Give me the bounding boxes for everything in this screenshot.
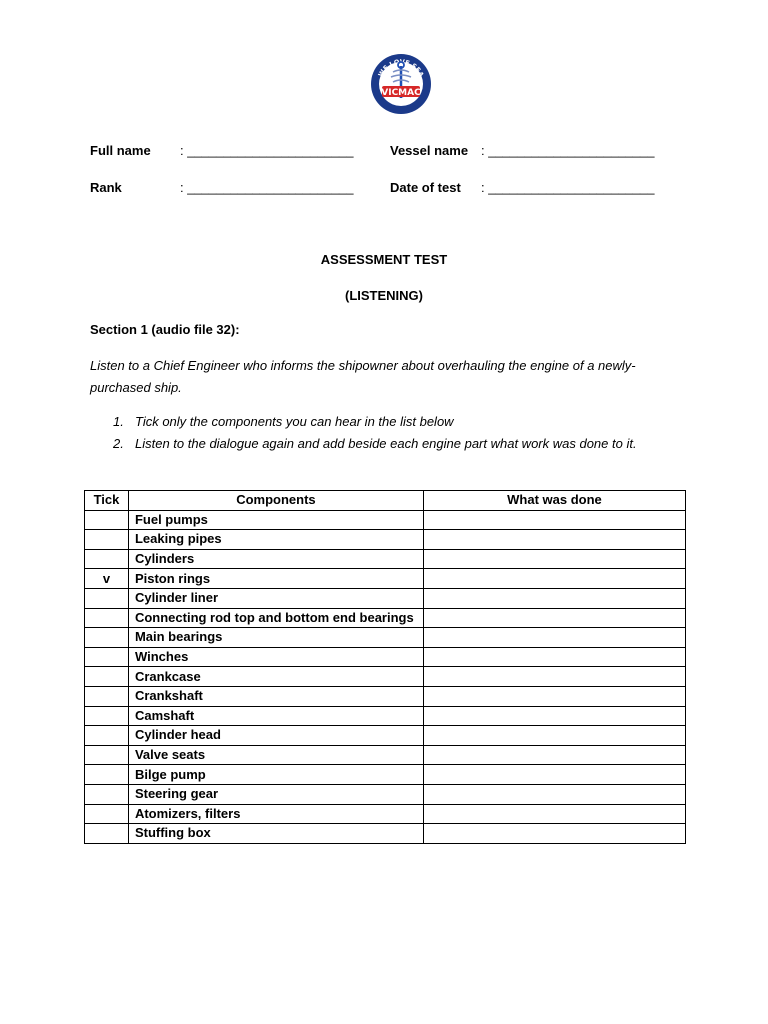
tick-cell[interactable] (85, 647, 129, 667)
table-row (85, 647, 686, 667)
component-cell: Cylinder liner (128, 588, 423, 608)
tick-cell[interactable] (85, 706, 129, 726)
tick-cell[interactable] (85, 510, 129, 530)
logo-top-text: WE LOVE SEA (376, 57, 426, 79)
table-row (85, 608, 686, 628)
table-row (85, 686, 686, 706)
component-cell: Winches (128, 647, 423, 667)
table-row (85, 569, 686, 589)
what-was-done-cell[interactable] (423, 745, 685, 765)
what-was-done-cell[interactable] (423, 726, 685, 746)
task-text: Tick only the components you can hear in the list below (135, 414, 454, 429)
tick-cell[interactable] (85, 784, 129, 804)
tick-cell[interactable] (85, 726, 129, 746)
vessel-name-blank[interactable]: : _______________________ (481, 143, 655, 158)
tick-cell[interactable] (85, 824, 129, 844)
header-what-was-done: What was done (423, 491, 685, 511)
what-was-done-cell[interactable] (423, 824, 685, 844)
component-cell: Leaking pipes (128, 530, 423, 550)
table-row (85, 530, 686, 550)
task-number: 2. (113, 436, 124, 451)
what-was-done-cell[interactable] (423, 530, 685, 550)
tick-cell[interactable] (85, 549, 129, 569)
date-of-test-field (390, 180, 655, 195)
vessel-name-label: Vessel name (390, 143, 469, 158)
what-was-done-cell[interactable] (423, 765, 685, 785)
task-list (90, 411, 637, 455)
task-item (90, 411, 637, 433)
table-header-row (85, 491, 686, 511)
table-row (85, 706, 686, 726)
table-row (85, 726, 686, 746)
tick-cell[interactable] (85, 765, 129, 785)
what-was-done-cell[interactable] (423, 510, 685, 530)
tick-cell[interactable] (85, 804, 129, 824)
date-of-test-label: Date of test (390, 180, 461, 195)
rank-field (90, 180, 354, 195)
tick-cell[interactable] (85, 588, 129, 608)
what-was-done-cell[interactable] (423, 549, 685, 569)
what-was-done-cell[interactable] (423, 667, 685, 687)
what-was-done-cell[interactable] (423, 804, 685, 824)
table-row (85, 667, 686, 687)
full-name-field (90, 143, 354, 158)
what-was-done-cell[interactable] (423, 686, 685, 706)
tick-cell[interactable]: v (85, 569, 129, 589)
component-cell: Cylinder head (128, 726, 423, 746)
components-table (84, 490, 686, 844)
table-row (85, 628, 686, 648)
table-row (85, 804, 686, 824)
section-title: Section 1 (audio file 32): (90, 322, 240, 337)
component-cell: Valve seats (128, 745, 423, 765)
vessel-name-field (390, 143, 655, 158)
table-row (85, 745, 686, 765)
logo-brand-text: VICMAC (381, 88, 421, 98)
vicmac-anchor-emblem-icon (369, 52, 433, 116)
component-cell: Crankcase (128, 667, 423, 687)
component-cell: Crankshaft (128, 686, 423, 706)
table-row (85, 549, 686, 569)
task-number: 1. (113, 414, 124, 429)
instruction-text: Listen to a Chief Engineer who informs the shipowner about overhauling the engine of a newly-purchased ship. (90, 358, 636, 395)
what-was-done-cell[interactable] (423, 706, 685, 726)
what-was-done-cell[interactable] (423, 569, 685, 589)
tick-cell[interactable] (85, 628, 129, 648)
component-cell: Piston rings (128, 569, 423, 589)
full-name-label: Full name (90, 143, 151, 158)
table-row (85, 765, 686, 785)
component-cell: Camshaft (128, 706, 423, 726)
what-was-done-cell[interactable] (423, 784, 685, 804)
header-components: Components (128, 491, 423, 511)
component-cell: Steering gear (128, 784, 423, 804)
header-tick: Tick (85, 491, 129, 511)
what-was-done-cell[interactable] (423, 647, 685, 667)
component-cell: Bilge pump (128, 765, 423, 785)
what-was-done-cell[interactable] (423, 628, 685, 648)
tick-cell[interactable] (85, 608, 129, 628)
component-cell: Main bearings (128, 628, 423, 648)
full-name-blank[interactable]: : _______________________ (180, 143, 354, 158)
task-text: Listen to the dialogue again and add beside each engine part what work was done to it. (135, 436, 637, 451)
task-item (90, 433, 637, 455)
table-row (85, 510, 686, 530)
component-cell: Cylinders (128, 549, 423, 569)
tick-cell[interactable] (85, 667, 129, 687)
component-cell: Atomizers, filters (128, 804, 423, 824)
table-row (85, 588, 686, 608)
component-cell: Stuffing box (128, 824, 423, 844)
table-row (85, 824, 686, 844)
tick-cell[interactable] (85, 686, 129, 706)
page-title: ASSESSMENT TEST (320, 252, 448, 267)
component-cell: Connecting rod top and bottom end bearings (128, 608, 423, 628)
component-cell: Fuel pumps (128, 510, 423, 530)
rank-label: Rank (90, 180, 122, 195)
rank-blank[interactable]: : _______________________ (180, 180, 354, 195)
vicmac-logo (369, 52, 433, 116)
tick-cell[interactable] (85, 745, 129, 765)
what-was-done-cell[interactable] (423, 608, 685, 628)
what-was-done-cell[interactable] (423, 588, 685, 608)
table-row (85, 784, 686, 804)
date-of-test-blank[interactable]: : _______________________ (481, 180, 655, 195)
page-subtitle: (LISTENING) (345, 288, 423, 303)
tick-cell[interactable] (85, 530, 129, 550)
